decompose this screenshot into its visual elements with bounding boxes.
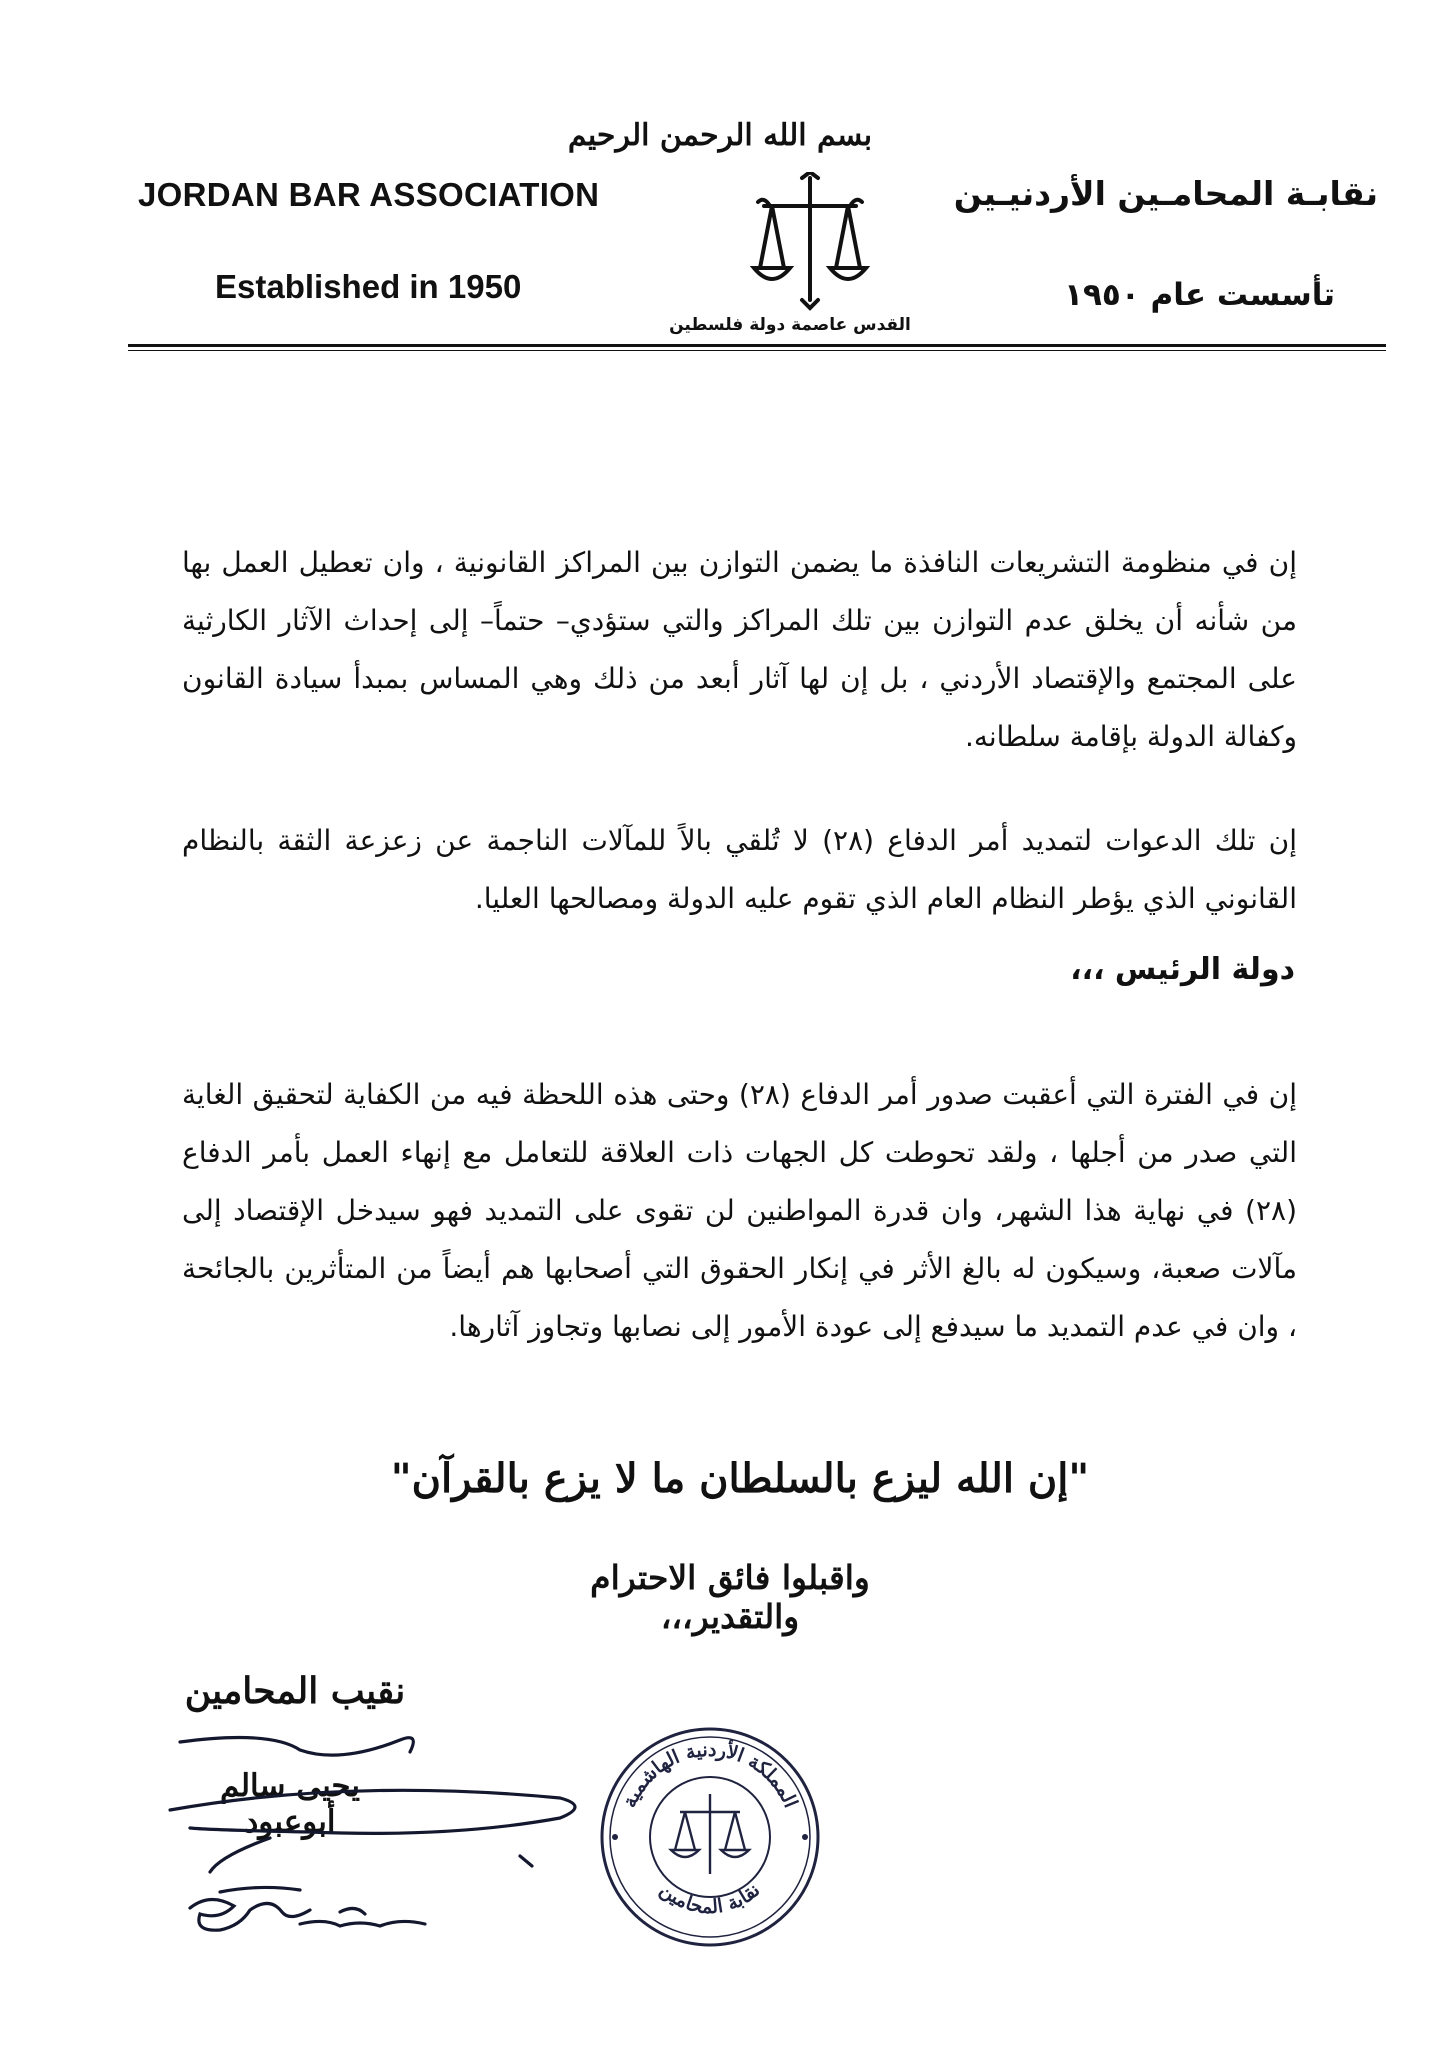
english-association-name: JORDAN BAR ASSOCIATION xyxy=(138,176,600,213)
letterhead-divider-thin xyxy=(128,350,1386,351)
svg-text:نقابة المحامين xyxy=(656,1879,765,1918)
arabic-association-name: نقابـة المحامـين الأردنيـين xyxy=(953,174,1378,213)
handwritten-signature-icon xyxy=(150,1660,610,1960)
quotation: "إن الله ليزع بالسلطان ما لا يزع بالقرآن" xyxy=(390,1455,1090,1502)
english-established-year: Established in 1950 xyxy=(215,268,522,305)
scales-of-justice-logo-icon xyxy=(750,172,870,312)
body-paragraph-3: إن في الفترة التي أعقبت صدور أمر الدفاع (٢٨) وحتى هذه اللحظة فيه من الكفاية لتحقيق الغاية التي صدر من أجلها ، ولقد تحوطت كل الجهات ذات العلاقة للتعامل مع إنهاء العمل بأمر الدفاع (٢٨) في نهاية هذا الشهر، وان قدرة المواطنين لن تقوى على التمديد فهو سيدخل الإقتصاد إلى مآلات صعبة، وسيكون له بالغ الأثر في إنكار الحقوق التي أصحابها هم أيضاً من المتأثرين بالجائحة ، وان في عدم التمديد ما سيدفع إلى عودة الأمور إلى نصابها وتجاوز آثارها. xyxy=(182,1078,1297,1343)
salutation-heading: دولة الرئيس ،،، xyxy=(1070,952,1295,987)
signatory-name: يحيى سالم أبوعبود xyxy=(219,1768,361,1840)
official-seal-icon xyxy=(595,1722,825,1952)
body-paragraph-2: إن تلك الدعوات لتمديد أمر الدفاع (٢٨) لا تُلقي بالاً للمآلات الناجمة عن زعزعة الثقة بالنظام القانوني الذي يؤطر النظام العام الذي تقوم عليه الدولة ومصالحها العليا. xyxy=(182,824,1298,915)
arabic-established-year: تأسست عام ١٩٥٠ xyxy=(1064,277,1335,313)
signatory-title: نقيب المحامين xyxy=(184,1670,406,1712)
closing-line: واقبلوا فائق الاحترام والتقدير،،، xyxy=(590,1558,870,1636)
seal-inner-text: نقابة المحامين xyxy=(655,1878,765,1919)
seal-outer-text: المملكة الأردنية الهاشمية xyxy=(618,1738,802,1811)
logo-caption: القدس عاصمة دولة فلسطين xyxy=(669,315,911,335)
letterhead-divider xyxy=(128,344,1386,347)
body-paragraph-1: إن في منظومة التشريعات النافذة ما يضمن التوازن بين المراكز القانونية ، وان تعطيل العمل بها من شأنه أن يخلق عدم التوازن بين تلك المراكز والتي ستؤدي– حتماً– إلى إحداث الآثار الكارثية على المجتمع والإقتصاد الأردني ، بل إن لها آثار أبعد من ذلك وهي المساس بمبدأ سيادة القانون وكفالة الدولة بإقامة سلطانه. xyxy=(182,546,1297,753)
basmala-heading: بسم الله الرحمن الرحيم xyxy=(567,118,873,153)
